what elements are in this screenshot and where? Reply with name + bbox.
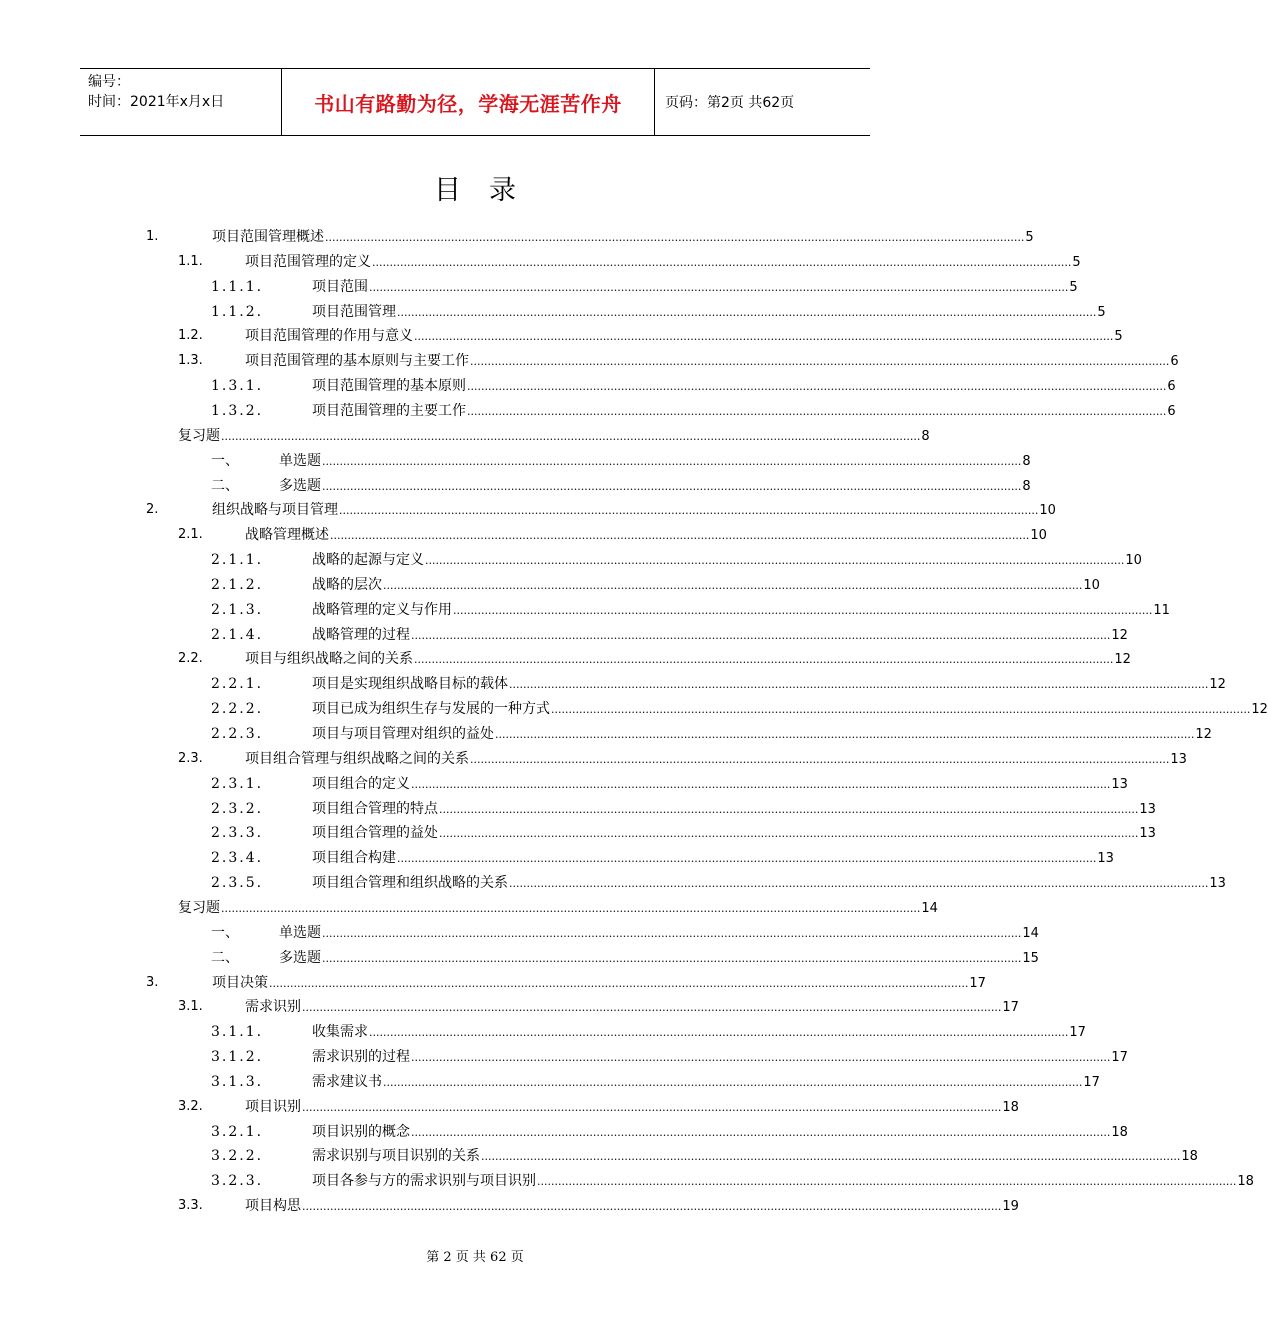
toc-row[interactable] — [0, 1145, 1198, 1167]
toc-entry — [212, 499, 1056, 522]
toc-page-number: 11 — [1153, 602, 1170, 618]
toc-page-number: 13 — [1209, 876, 1226, 892]
toc-leader-dots: ........................................................................................................................................................................................................ — [470, 752, 1170, 766]
toc-page-number: 13 — [1170, 751, 1187, 767]
toc-page-number: 17 — [1002, 1000, 1019, 1016]
toc-entry-text: 需求识别的过程 — [312, 1049, 410, 1066]
toc-entry — [312, 1145, 1198, 1168]
toc-row[interactable] — [0, 301, 1106, 323]
toc-row[interactable] — [0, 798, 1156, 820]
toc-entry-text: 项目范围管理 — [312, 303, 396, 320]
toc-entry — [212, 226, 1034, 249]
toc-number: 二、 — [211, 477, 239, 494]
toc-entry-text: 项目范围管理的基本原则与主要工作 — [245, 353, 469, 370]
toc-entry-text: 单选题 — [279, 452, 321, 469]
toc-entry — [245, 524, 1047, 547]
toc-page-number: 18 — [1237, 1174, 1254, 1190]
toc-entry-text: 项目决策 — [212, 974, 268, 991]
toc-leader-dots: ........................................................................................................................................................................................................ — [537, 1175, 1237, 1189]
toc-number: 1.1.1. — [211, 278, 264, 295]
toc-entry — [312, 1021, 1086, 1044]
toc-page-number: 5 — [1114, 329, 1123, 345]
toc-page-number: 14 — [921, 900, 938, 916]
toc-row[interactable] — [0, 698, 1268, 720]
toc-leader-dots: ........................................................................................................................................................................................................ — [330, 529, 1030, 543]
toc-page-number: 18 — [1002, 1099, 1019, 1115]
toc-page-number: 15 — [1022, 950, 1039, 966]
toc-leader-dots: ........................................................................................................................................................................................................ — [439, 802, 1139, 816]
toc-leader-dots: ........................................................................................................................................................................................................ — [414, 653, 1114, 667]
toc-entry-text: 项目各参与方的需求识别与项目识别 — [312, 1173, 536, 1190]
toc-number: 2.3.5. — [211, 875, 264, 892]
toc-row[interactable] — [0, 251, 1081, 273]
toc-leader-dots: ........................................................................................................................................................................................................ — [411, 1051, 1111, 1065]
toc-page-number: 12 — [1195, 727, 1212, 742]
toc-page-number: 17 — [969, 975, 986, 991]
toc-leader-dots: ........................................................................................................................................................................................................ — [467, 404, 1167, 418]
header-page-info: 页码：第2页 共62页 — [665, 95, 795, 111]
toc-entry-text: 项目与项目管理对组织的益处 — [312, 726, 494, 742]
toc-number: 2.2.2. — [211, 701, 264, 718]
toc-number: 2.2. — [178, 651, 203, 667]
toc-row[interactable] — [0, 996, 1019, 1018]
toc-entry — [312, 723, 1212, 746]
toc-row[interactable] — [0, 1096, 1019, 1118]
toc-entry — [178, 897, 938, 920]
toc-leader-dots: ........................................................................................................................................................................................................ — [467, 380, 1167, 394]
toc-entry-text: 项目构思 — [245, 1198, 301, 1215]
toc-entry-text: 复习题 — [178, 427, 220, 444]
toc-entry — [245, 1096, 1019, 1119]
toc-row[interactable] — [0, 748, 1187, 770]
toc-number: 二、 — [211, 949, 239, 966]
toc-entry — [312, 276, 1078, 299]
toc-entry — [312, 624, 1128, 647]
toc-leader-dots: ........................................................................................................................................................................................................ — [302, 1200, 1002, 1214]
toc-page-number: 6 — [1170, 354, 1179, 370]
toc-entry-text: 项目是实现组织战略目标的载体 — [312, 676, 508, 693]
toc-number: 1.3.1. — [211, 378, 264, 395]
toc-page-number: 10 — [1125, 553, 1142, 569]
toc-row[interactable] — [0, 276, 1078, 298]
toc-row[interactable] — [0, 325, 1123, 347]
toc-number: 1.3. — [178, 353, 203, 369]
toc-leader-dots: ........................................................................................................................................................................................................ — [411, 628, 1111, 642]
toc-page-number: 12 — [1209, 677, 1226, 693]
toc-entry-text: 项目组合管理和组织战略的关系 — [312, 875, 508, 892]
toc-entry — [312, 1121, 1128, 1144]
toc-row[interactable] — [0, 972, 986, 994]
toc-page-number: 12 — [1111, 627, 1128, 643]
toc-leader-dots: ........................................................................................................................................................................................................ — [383, 1075, 1083, 1089]
toc-entry — [245, 748, 1187, 771]
toc-leader-dots: ........................................................................................................................................................................................................ — [322, 454, 1022, 468]
document-number-label: 编号： — [88, 74, 130, 90]
toc-page-number: 13 — [1139, 826, 1156, 842]
toc-leader-dots: ........................................................................................................................................................................................................ — [369, 280, 1069, 294]
toc-leader-dots: ........................................................................................................................................................................................................ — [325, 231, 1025, 244]
page-header — [80, 68, 870, 136]
toc-leader-dots: ........................................................................................................................................................................................................ — [411, 777, 1111, 791]
toc-row[interactable] — [0, 624, 1128, 646]
toc-page-number: 8 — [921, 428, 930, 444]
toc-entry — [312, 1170, 1254, 1193]
toc-number: 3.2. — [178, 1098, 203, 1114]
toc-entry — [312, 400, 1176, 423]
toc-entry-text: 战略的层次 — [312, 576, 382, 593]
toc-entry-text: 需求识别 — [245, 999, 301, 1016]
toc-number: 3.3. — [178, 1198, 203, 1214]
toc-page-number: 13 — [1111, 776, 1128, 792]
toc-number: 一、 — [211, 924, 239, 941]
toc-row[interactable] — [0, 723, 1212, 745]
toc-number: 1.1.2. — [211, 303, 264, 320]
toc-entry-text: 单选题 — [279, 924, 321, 941]
toc-page-number: 12 — [1251, 702, 1268, 718]
toc-leader-dots: ........................................................................................................................................................................................................ — [439, 827, 1139, 841]
toc-page-number: 10 — [1083, 577, 1100, 593]
toc-number: 3. — [146, 974, 159, 990]
toc-entry — [212, 972, 986, 995]
toc-entry-text: 项目范围管理的作用与意义 — [245, 328, 413, 345]
toc-entry — [312, 698, 1268, 721]
toc-entry-text: 战略管理的定义与作用 — [312, 601, 452, 618]
toc-row[interactable] — [0, 375, 1176, 397]
toc-entry-text: 战略的起源与定义 — [312, 552, 424, 569]
toc-entry — [312, 673, 1226, 696]
toc-row[interactable] — [0, 1021, 1086, 1043]
toc-row[interactable] — [0, 226, 1034, 248]
toc-row[interactable] — [0, 425, 950, 447]
toc-number: 2.1. — [178, 527, 203, 543]
toc-entry — [312, 1046, 1128, 1069]
toc-entry — [279, 450, 1031, 473]
toc-page-number: 8 — [1022, 453, 1031, 469]
toc-leader-dots: ........................................................................................................................................................................................................ — [481, 1150, 1181, 1164]
toc-page-number: 17 — [1111, 1050, 1128, 1066]
toc-entry-text: 项目范围管理的主要工作 — [312, 402, 466, 419]
toc-leader-dots: ........................................................................................................................................................................................................ — [397, 852, 1097, 866]
toc-entry — [245, 325, 1123, 348]
toc-leader-dots: ........................................................................................................................................................................................................ — [372, 255, 1072, 269]
toc-leader-dots: ........................................................................................................................................................................................................ — [411, 1125, 1111, 1139]
toc-entry — [279, 947, 1039, 970]
toc-entry-text: 项目识别的概念 — [312, 1123, 410, 1140]
toc-leader-dots: ........................................................................................................................................................................................................ — [221, 901, 921, 915]
toc-number: 3.1.2. — [211, 1049, 264, 1066]
toc-entry-text: 项目范围管理概述 — [212, 229, 324, 245]
toc-leader-dots: ........................................................................................................................................................................................................ — [495, 728, 1195, 741]
toc-number: 3.1.3. — [211, 1073, 264, 1090]
toc-entry — [312, 599, 1170, 622]
toc-row[interactable] — [0, 475, 1031, 497]
toc-page-number: 17 — [1083, 1074, 1100, 1090]
toc-page-number: 6 — [1167, 403, 1176, 419]
header-motto: 书山有路勤为径，学海无涯苦作舟 — [282, 69, 655, 135]
toc-leader-dots: ........................................................................................................................................................................................................ — [383, 578, 1083, 592]
toc-page-number: 18 — [1181, 1149, 1198, 1165]
toc-number: 3.1.1. — [211, 1024, 264, 1041]
toc-page-number: 5 — [1025, 230, 1034, 245]
toc-page-number: 5 — [1072, 254, 1081, 270]
toc-number: 2.3. — [178, 750, 203, 766]
toc-row[interactable] — [0, 599, 1170, 621]
toc-leader-dots: ........................................................................................................................................................................................................ — [470, 355, 1170, 369]
toc-title: 目录 — [434, 175, 544, 206]
toc-entry-text: 项目识别 — [245, 1098, 301, 1115]
toc-leader-dots: ........................................................................................................................................................................................................ — [302, 1100, 1002, 1114]
toc-page-number: 6 — [1167, 379, 1176, 395]
toc-entry-text: 项目范围管理的定义 — [245, 253, 371, 270]
toc-entry-text: 复习题 — [178, 899, 220, 916]
toc-row[interactable] — [0, 847, 1114, 869]
toc-entry — [312, 847, 1114, 870]
toc-entry-text: 需求识别与项目识别的关系 — [312, 1148, 480, 1165]
toc-leader-dots: ........................................................................................................................................................................................................ — [322, 926, 1022, 940]
toc-entry-text: 项目组合管理的特点 — [312, 800, 438, 817]
toc-leader-dots: ........................................................................................................................................................................................................ — [369, 1026, 1069, 1040]
toc-row[interactable] — [0, 549, 1142, 571]
toc-leader-dots: ........................................................................................................................................................................................................ — [425, 554, 1125, 568]
toc-leader-dots: ........................................................................................................................................................................................................ — [453, 603, 1153, 617]
toc-entry-text: 组织战略与项目管理 — [212, 502, 338, 519]
toc-leader-dots: ........................................................................................................................................................................................................ — [322, 479, 1022, 493]
toc-page-number: 8 — [1022, 478, 1031, 494]
toc-leader-dots: ........................................................................................................................................................................................................ — [322, 951, 1022, 965]
toc-page-number: 5 — [1097, 304, 1106, 320]
toc-entry-text: 项目组合管理的益处 — [312, 825, 438, 842]
toc-row[interactable] — [0, 822, 1156, 844]
toc-number: 2.3.4. — [211, 850, 264, 867]
toc-number: 1. — [146, 229, 159, 244]
toc-row[interactable] — [0, 1170, 1254, 1192]
toc-entry — [312, 773, 1128, 796]
toc-number: 一、 — [211, 452, 239, 469]
toc-page-number: 13 — [1097, 851, 1114, 867]
toc-row[interactable] — [0, 947, 1039, 969]
toc-entry — [312, 375, 1176, 398]
toc-number: 1.3.2. — [211, 402, 264, 419]
toc-entry-text: 战略管理概述 — [245, 527, 329, 544]
toc-leader-dots: ........................................................................................................................................................................................................ — [551, 703, 1251, 717]
toc-number: 2. — [146, 502, 159, 518]
toc-entry-text: 项目组合管理与组织战略之间的关系 — [245, 750, 469, 767]
toc-leader-dots: ........................................................................................................................................................................................................ — [269, 976, 969, 990]
toc-entry-text: 战略管理的过程 — [312, 626, 410, 643]
toc-entry — [245, 350, 1179, 373]
toc-entry — [245, 648, 1131, 671]
toc-row[interactable] — [0, 350, 1179, 372]
toc-number: 3.2.3. — [211, 1173, 264, 1190]
toc-entry — [245, 251, 1081, 274]
toc-entry — [279, 922, 1039, 945]
toc-page-number: 18 — [1111, 1124, 1128, 1140]
toc-number: 2.2.1. — [211, 676, 264, 693]
toc-page-number: 17 — [1069, 1025, 1086, 1041]
toc-entry-text: 需求建议书 — [312, 1073, 382, 1090]
toc-page-number: 5 — [1069, 279, 1078, 295]
toc-number: 2.3.2. — [211, 800, 264, 817]
toc-page-number: 19 — [1002, 1199, 1019, 1215]
toc-entry-text: 项目组合构建 — [312, 850, 396, 867]
toc-number: 1.1. — [178, 253, 203, 269]
toc-entry — [312, 549, 1142, 572]
toc-page-number: 10 — [1039, 503, 1056, 519]
toc-number: 2.2.3. — [211, 726, 264, 742]
toc-number: 3.2.1. — [211, 1123, 264, 1140]
toc-entry — [312, 822, 1156, 845]
toc-page-number: 10 — [1030, 528, 1047, 544]
toc-leader-dots: ........................................................................................................................................................................................................ — [509, 678, 1209, 692]
toc-number: 1.2. — [178, 328, 203, 344]
document-date: 时间：2021年x月x日 — [88, 94, 225, 110]
toc-leader-dots: ........................................................................................................................................................................................................ — [397, 305, 1097, 319]
toc-entry — [245, 996, 1019, 1019]
toc-entry-text: 项目与组织战略之间的关系 — [245, 651, 413, 668]
toc-entry — [178, 425, 930, 448]
toc-row[interactable] — [0, 574, 1100, 596]
toc-number: 3.2.2. — [211, 1148, 264, 1165]
toc-leader-dots: ........................................................................................................................................................................................................ — [339, 504, 1039, 518]
toc-entry-text: 多选题 — [279, 949, 321, 966]
toc-row[interactable] — [0, 673, 1226, 695]
toc-number: 2.1.1. — [211, 552, 264, 569]
toc-page-number: 12 — [1114, 652, 1131, 668]
toc-leader-dots: ........................................................................................................................................................................................................ — [509, 877, 1209, 891]
toc-entry — [312, 798, 1156, 821]
toc-page-number: 14 — [1022, 925, 1039, 941]
toc-row[interactable] — [0, 773, 1128, 795]
toc-leader-dots: ........................................................................................................................................................................................................ — [414, 330, 1114, 344]
toc-entry — [312, 574, 1100, 597]
toc-entry-text: 项目已成为组织生存与发展的一种方式 — [312, 701, 550, 718]
toc-row[interactable] — [0, 1071, 1100, 1093]
toc-entry-text: 项目组合的定义 — [312, 775, 410, 792]
toc-entry — [312, 872, 1226, 895]
toc-row[interactable] — [0, 922, 1039, 944]
toc-entry — [279, 475, 1031, 498]
toc-number: 2.3.3. — [211, 825, 264, 842]
toc-row[interactable] — [0, 897, 950, 919]
toc-leader-dots: ........................................................................................................................................................................................................ — [221, 429, 921, 443]
toc-entry — [312, 1071, 1100, 1094]
page-footer: 第 2 页 共 62 页 — [426, 1250, 524, 1265]
toc-entry — [245, 1195, 1019, 1218]
toc-leader-dots: ........................................................................................................................................................................................................ — [302, 1001, 1002, 1015]
toc-row[interactable] — [0, 499, 1056, 521]
toc-entry-text: 多选题 — [279, 477, 321, 494]
toc-row[interactable] — [0, 872, 1226, 894]
toc-entry — [312, 301, 1106, 324]
toc-number: 2.3.1. — [211, 775, 264, 792]
toc-number: 2.1.3. — [211, 601, 264, 618]
toc-number: 2.1.2. — [211, 576, 264, 593]
toc-row[interactable] — [0, 524, 1047, 546]
toc-row[interactable] — [0, 450, 1031, 472]
toc-entry-text: 项目范围管理的基本原则 — [312, 378, 466, 395]
toc-number: 3.1. — [178, 999, 203, 1015]
toc-number: 2.1.4. — [211, 626, 264, 643]
toc-row[interactable] — [0, 648, 1131, 670]
toc-row[interactable] — [0, 1195, 1019, 1217]
toc-row[interactable] — [0, 1121, 1128, 1143]
toc-row[interactable] — [0, 1046, 1128, 1068]
toc-entry-text: 收集需求 — [312, 1024, 368, 1041]
toc-entry-text: 项目范围 — [312, 278, 368, 295]
toc-page-number: 13 — [1139, 801, 1156, 817]
header-left-cell — [80, 69, 282, 135]
toc-row[interactable] — [0, 400, 1176, 422]
